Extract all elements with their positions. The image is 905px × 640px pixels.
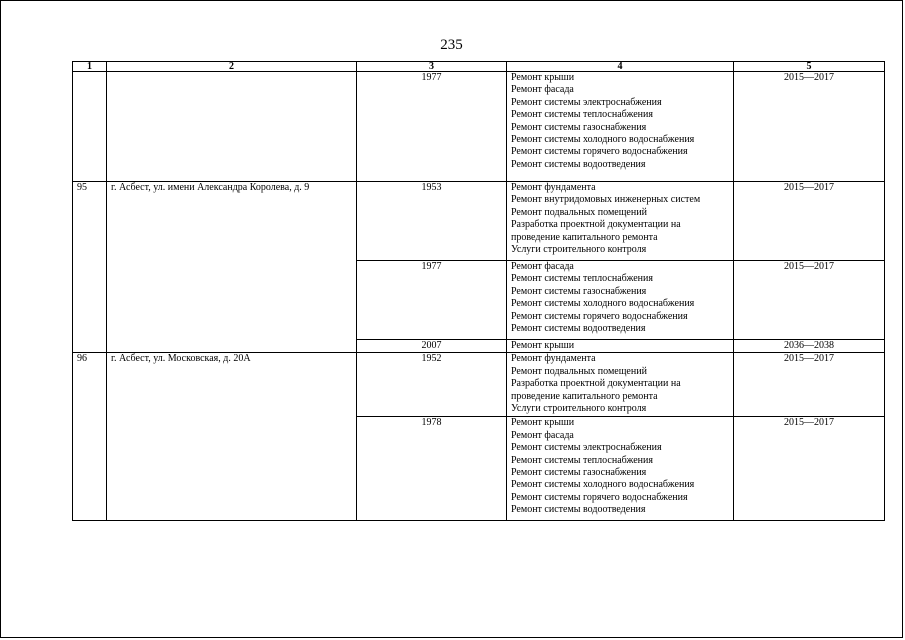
repair-period: 2015—2017 — [734, 182, 885, 261]
works-list — [507, 261, 734, 340]
building-address: г. Асбест, ул. имени Александра Королева, д. 9 — [107, 182, 357, 353]
table-row — [73, 353, 885, 417]
work-item: Ремонт внутридомовых инженерных систем — [511, 194, 701, 206]
work-item: Ремонт системы водоотведения — [511, 504, 646, 516]
work-item: Ремонт системы теплоснабжения — [511, 273, 653, 285]
column-header: 1 — [73, 62, 107, 72]
repair-period: 2015—2017 — [734, 353, 885, 417]
work-item: Ремонт системы холодного водоснабжения — [511, 298, 695, 310]
building-address: г. Асбест, ул. Московская, д. 20А — [107, 353, 357, 521]
work-item: Ремонт фасада — [511, 261, 574, 272]
work-item: Ремонт фасада — [511, 429, 574, 441]
work-item: Ремонт системы теплоснабжения — [511, 454, 653, 466]
column-header: 2 — [107, 62, 357, 72]
work-item: Ремонт системы горячего водоснабжения — [511, 310, 688, 322]
building-year: 1978 — [357, 417, 507, 521]
work-item: Ремонт фасада — [511, 84, 574, 96]
row-number: 96 — [73, 353, 107, 521]
capital-repair-table — [72, 61, 885, 521]
building-address — [107, 72, 357, 182]
works-list — [507, 182, 734, 261]
building-year: 1953 — [357, 182, 507, 261]
column-header: 3 — [357, 62, 507, 72]
work-item: Ремонт системы газоснабжения — [511, 121, 647, 133]
work-item: Ремонт системы водоотведения — [511, 158, 646, 170]
table-row — [73, 72, 885, 182]
work-item: Ремонт фундамента — [511, 182, 596, 193]
table-row — [73, 182, 885, 261]
work-item: Ремонт системы теплоснабжения — [511, 109, 653, 121]
work-item: Ремонт крыши — [511, 72, 575, 83]
column-header: 4 — [507, 62, 734, 72]
work-item: Ремонт системы электроснабжения — [511, 96, 662, 108]
work-item: Ремонт системы горячего водоснабжения — [511, 491, 688, 503]
repair-period: 2015—2017 — [734, 417, 885, 521]
work-item: Разработка проектной документации на — [511, 378, 681, 390]
work-item: проведение капитального ремонта — [511, 231, 658, 243]
work-item: Услуги строительного контроля — [511, 403, 647, 415]
work-item: Ремонт крыши — [511, 340, 575, 351]
work-item: Ремонт системы электроснабжения — [511, 442, 662, 454]
work-item: Ремонт фундамента — [511, 353, 596, 365]
column-header: 5 — [734, 62, 885, 72]
building-year: 1952 — [357, 353, 507, 417]
repair-period: 2015—2017 — [734, 72, 885, 182]
work-item: Ремонт системы газоснабжения — [511, 285, 647, 297]
work-item: Ремонт системы холодного водоснабжения — [511, 134, 695, 146]
building-year: 1977 — [357, 72, 507, 182]
row-number: 95 — [73, 182, 107, 353]
work-item: Ремонт системы холодного водоснабжения — [511, 479, 695, 491]
work-item: Ремонт системы водоотведения — [511, 323, 646, 335]
work-item: Услуги строительного контроля — [511, 244, 647, 256]
work-item: проведение капитального ремонта — [511, 390, 658, 402]
work-item: Ремонт системы горячего водоснабжения — [511, 146, 688, 158]
repair-period: 2015—2017 — [734, 261, 885, 340]
table-header-row — [73, 62, 885, 72]
works-list — [507, 353, 734, 417]
work-item: Ремонт крыши — [511, 417, 575, 429]
works-list — [507, 72, 734, 182]
page-number: 235 — [440, 37, 463, 53]
row-number — [73, 72, 107, 182]
repair-period: 2036—2038 — [734, 340, 885, 353]
building-year: 2007 — [357, 340, 507, 353]
building-year: 1977 — [357, 261, 507, 340]
works-list — [507, 340, 734, 353]
work-item: Ремонт подвальных помещений — [511, 206, 647, 218]
works-list — [507, 417, 734, 521]
work-item: Ремонт системы газоснабжения — [511, 467, 647, 479]
work-item: Разработка проектной документации на — [511, 219, 681, 231]
work-item: Ремонт подвальных помещений — [511, 365, 647, 377]
